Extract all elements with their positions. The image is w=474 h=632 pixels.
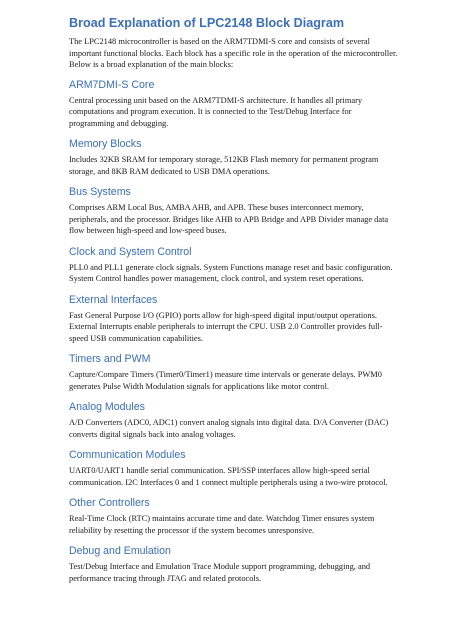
section-heading: Memory Blocks <box>69 138 142 150</box>
section-body: Includes 32KB SRAM for temporary storage, 512KB Flash memory for permanent program storage, and 8KB RAM dedicated to USB DMA operations. <box>69 155 379 176</box>
document-title: Broad Explanation of LPC2148 Block Diagram <box>69 16 345 30</box>
section-bus-systems <box>69 186 399 237</box>
section-memory-blocks <box>69 138 399 177</box>
section-other-controllers <box>69 497 399 536</box>
section-timers-pwm <box>69 353 399 392</box>
intro-paragraph: The LPC2148 microcontroller is based on the ARM7TDMI-S core and consists of several important functional blocks. Each block has a specific role in the operation of the microcontroller. Below is a broad explanation of the main blocks: <box>69 37 398 69</box>
section-heading: Other Controllers <box>69 497 150 509</box>
section-arm-core <box>69 79 399 130</box>
section-body: Fast General Purpose I/O (GPIO) ports allow for high-speed digital input/output operations. External Interrupts enable peripherals to interrupt the CPU. USB 2.0 Controller provides full-speed USB communication capabilities. <box>69 310 383 343</box>
section-heading: Analog Modules <box>69 401 145 413</box>
section-body: Test/Debug Interface and Emulation Trace Module support programming, debugging, and performance tracing through JTAG and related protocols. <box>69 562 371 583</box>
section-body: PLL0 and PLL1 generate clock signals. System Functions manage reset and basic configuration. System Control handles power management, clock control, and system reset operations. <box>69 262 393 283</box>
section-communication-modules <box>69 449 399 488</box>
section-heading: Clock and System Control <box>69 245 192 258</box>
section-body: Real-Time Clock (RTC) maintains accurate time and date. Watchdog Timer ensures system reliability by resetting the processor if the system becomes unresponsive. <box>69 514 375 535</box>
section-external-interfaces <box>69 294 399 345</box>
section-heading: External Interfaces <box>69 293 158 306</box>
section-heading: Communication Modules <box>69 449 186 461</box>
section-heading: Timers and PWM <box>69 353 151 365</box>
section-body: A/D Converters (ADC0, ADC1) convert analog signals into digital data. D/A Converter (DAC) converts digital signals back into analog voltages. <box>69 418 389 439</box>
section-body: Central processing unit based on the ARM7TDMI-S architecture. It handles all primary computations and program execution. It is connected to the Test/Debug Interface for programming and debugging. <box>69 95 363 128</box>
section-analog-modules <box>69 401 399 440</box>
section-body: Capture/Compare Timers (Timer0/Timer1) measure time intervals or generate delays. PWM0 generates Pulse Width Modulation signals for applications like motor control. <box>69 370 382 391</box>
section-clock-system-control <box>69 246 399 285</box>
section-heading: Debug and Emulation <box>69 545 171 557</box>
section-body: UART0/UART1 handle serial communication. SPI/SSP interfaces allow high-speed serial communication. I2C Interfaces 0 and 1 connect multiple peripherals using a two-wire protocol. <box>69 466 388 487</box>
section-body: Comprises ARM Local Bus, AMBA AHB, and APB. These buses interconnect memory, peripherals, and the processor. Bridges like AHB to APB Bridge and APB Divider manage data flow between high-speed and low-speed buses. <box>69 203 389 235</box>
section-heading: ARM7DMI-S Core <box>69 78 155 91</box>
section-heading: Bus Systems <box>69 186 131 198</box>
section-debug-emulation <box>69 545 399 584</box>
document-page <box>69 16 399 593</box>
